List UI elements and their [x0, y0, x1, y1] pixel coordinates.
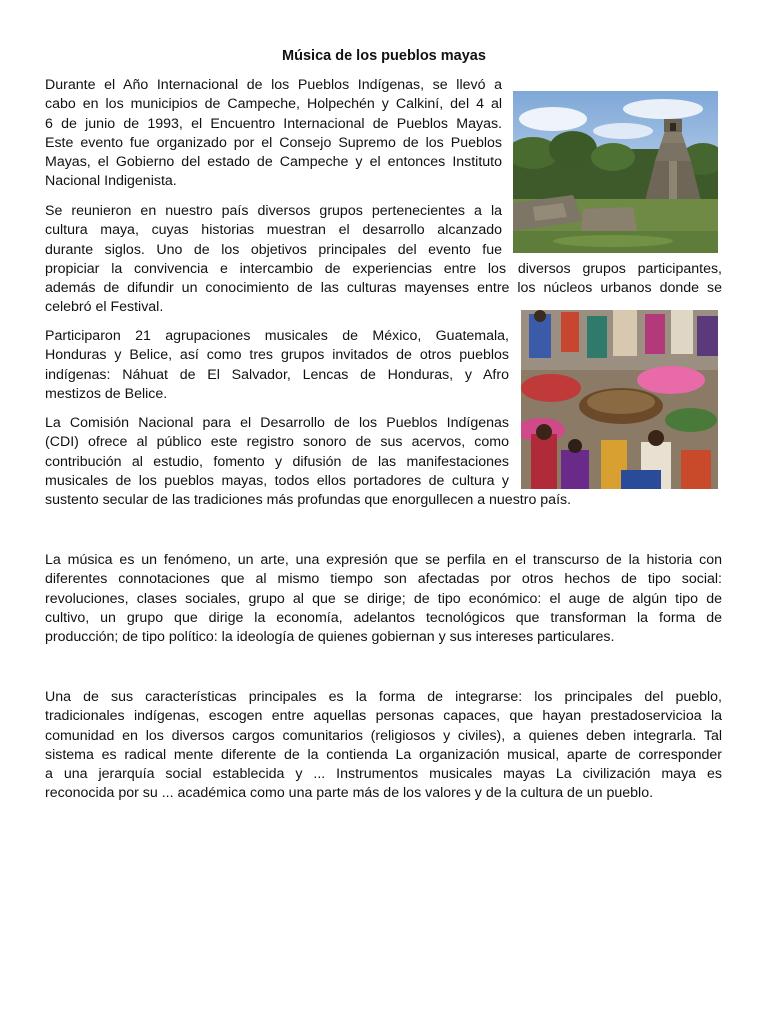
page-title: Música de los pueblos mayas: [282, 48, 486, 64]
text-line: durante siglos. Uno de los objetivos principales del evento fue: [45, 241, 502, 258]
text-line: contribución al estudio, fomento y difusión de las manifestaciones: [45, 453, 509, 470]
text-line: Participaron 21 agrupaciones musicales de México, Guatemala,: [45, 328, 509, 344]
mayan-pyramid-photo: [513, 91, 718, 253]
text-line: Una de sus características principales es la forma de integrarse: los principales del pueblo,: [45, 689, 722, 705]
text-line: indígenas: Náhuat de El Salvador, Lencas de Honduras, y Afro: [45, 366, 509, 383]
text-line: Se reunieron en nuestro país diversos grupos pertenecientes a la: [45, 203, 502, 219]
text-line: cabo en los municipios de Campeche, Holpechén y Calkiní, del 4 al: [45, 96, 502, 113]
text-line: celebró el Festival.: [45, 299, 164, 316]
text-line: propiciar la convivencia e intercambio de experiencias entre los diversos grupos participantes,: [45, 260, 722, 277]
text-line: La Comisión Nacional para el Desarrollo de los Pueblos Indígenas: [45, 415, 509, 431]
paragraph-3: [45, 327, 509, 404]
text-line: a una jerarquía social establecida y ... Instrumentos musicales mayas La civilización maya es: [45, 766, 722, 783]
text-line: Honduras y Belice, así como tres grupos invitados de otros pueblos: [45, 347, 509, 364]
text-line: además de difundir un conocimiento de las culturas mayenses entre los núcleos urbanos donde se: [45, 280, 722, 297]
text-line: cultivo, un grupo que dirige la economía, adelantos tecnológicos que transforman la forma de: [45, 609, 722, 626]
text-line: revoluciones, clases sociales, grupo al que se dirige; de tipo económico: el auge de algún tipo de: [45, 590, 722, 607]
text-line: producción; de tipo político: la ideología de quienes gobiernan y sus intereses particulares.: [45, 629, 615, 646]
text-line: 6 de junio de 1993, el Encuentro Internacional de Pueblos Mayas.: [45, 115, 502, 132]
text-line: Durante el Año Internacional de los Pueblos Indígenas, se llevó a: [45, 77, 502, 93]
text-line: (CDI) ofrece al público este registro sonoro de sus acervos, como: [45, 434, 509, 451]
paragraph-1: [45, 76, 502, 192]
text-line: mestizos de Belice.: [45, 385, 168, 402]
text-line: Nacional Indigenista.: [45, 173, 177, 190]
text-line: Mayas, el Gobierno del estado de Campeche y el entonces Instituto: [45, 154, 502, 171]
text-line: diferentes connotaciones que al mismo tiempo son afectadas por otros hechos de tipo social:: [45, 571, 722, 588]
indigenous-market-photo: [521, 310, 718, 489]
text-line: tradicionales indígenas, escogen entre aquellas personas capaces, que hayan prestadoservicioa la: [45, 708, 722, 725]
text-line: comunidad en los diversos cargos comunitarios (religiosos y civiles), a quienes deben integrarla. Tal: [45, 727, 722, 744]
paragraph-6: [45, 688, 722, 804]
text-line: reconocida por su ... académica como una parte más de los valores y de la cultura de un pueblo.: [45, 785, 654, 802]
text-line: Este evento fue organizado por el Consejo Supremo de los Pueblos: [45, 134, 502, 151]
text-line: La música es un fenómeno, un arte, una expresión que se perfila en el transcurso de la historia con: [45, 552, 722, 568]
text-line: sustento secular de las tradiciones más profundas que enorgullecen a nuestro país.: [45, 492, 572, 509]
text-line: sistema es radical mente diferente de la contienda La organización musical, aparte de corresponder: [45, 746, 722, 763]
paragraph-5: [45, 551, 722, 647]
text-line: musicales de los pueblos mayas, todos ellos portadores de cultura y: [45, 472, 509, 489]
text-line: cultura maya, cuyas historias muestran el desarrollo alcanzado: [45, 222, 502, 239]
